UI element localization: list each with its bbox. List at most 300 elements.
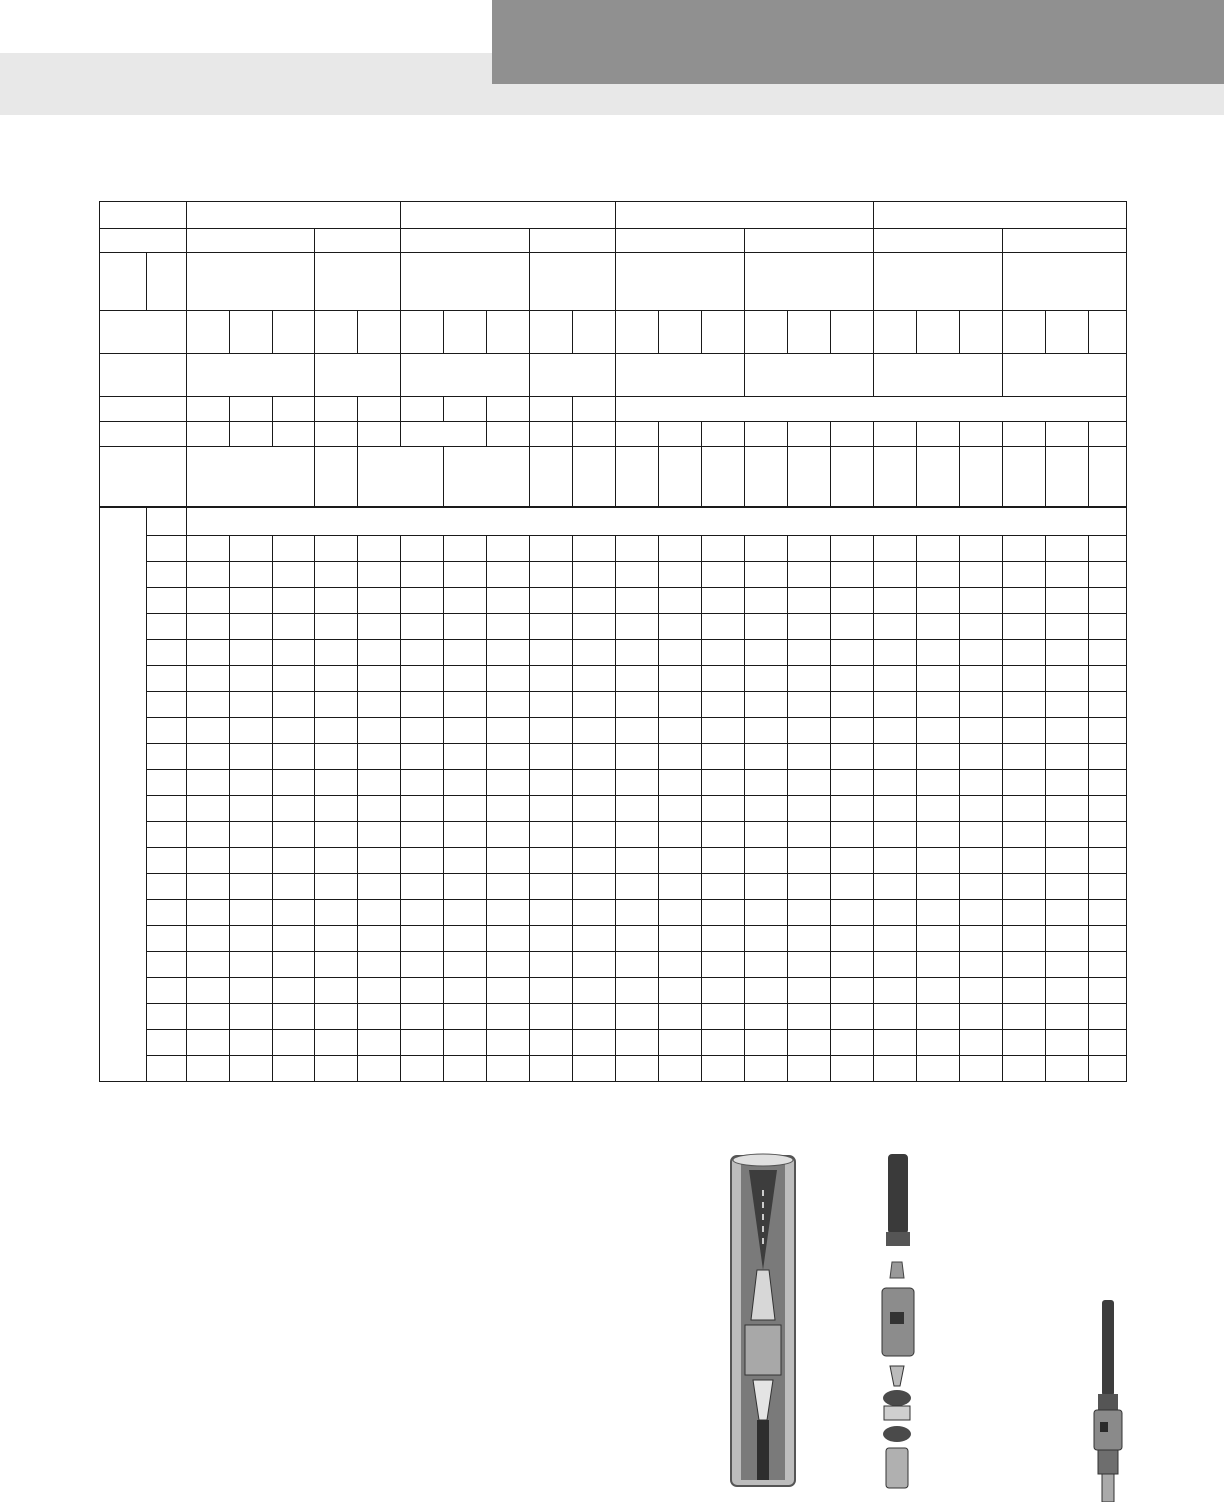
table-cell	[831, 1030, 874, 1056]
table-row	[100, 770, 1127, 796]
table-cell	[358, 640, 401, 666]
table-cell	[659, 796, 702, 822]
table-cell	[659, 1056, 702, 1082]
table-cell	[745, 692, 788, 718]
table-cell	[831, 588, 874, 614]
table-cell	[147, 562, 187, 588]
table-cell	[1046, 718, 1089, 744]
table-cell	[616, 796, 659, 822]
table-cell	[530, 1056, 573, 1082]
table-cell	[401, 614, 444, 640]
table-row	[100, 926, 1127, 952]
table-cell	[487, 1056, 530, 1082]
table-row	[100, 422, 1127, 447]
table-cell	[917, 952, 960, 978]
table-cell	[187, 874, 230, 900]
table-cell	[444, 640, 487, 666]
table-cell	[315, 692, 358, 718]
table-cell	[401, 744, 444, 770]
table-cell	[1046, 562, 1089, 588]
table-cell	[917, 614, 960, 640]
table-cell	[401, 536, 444, 562]
table-cell	[960, 614, 1003, 640]
table-cell	[960, 1030, 1003, 1056]
table-cell	[1003, 692, 1046, 718]
table-cell	[187, 1056, 230, 1082]
table-cell	[745, 614, 788, 640]
table-cell	[1046, 614, 1089, 640]
table-cell	[187, 744, 230, 770]
table-cell	[659, 562, 702, 588]
table-cell	[788, 640, 831, 666]
table-cell	[358, 1030, 401, 1056]
table-cell	[358, 796, 401, 822]
table-cell	[147, 978, 187, 1004]
table-cell	[1046, 952, 1089, 978]
table-cell	[659, 536, 702, 562]
table-cell	[358, 692, 401, 718]
table-cell	[530, 848, 573, 874]
table-cell	[401, 900, 444, 926]
table-cell	[401, 796, 444, 822]
table-cell	[917, 822, 960, 848]
table-cell	[315, 874, 358, 900]
table-cell	[831, 744, 874, 770]
table-cell	[530, 614, 573, 640]
table-cell	[444, 614, 487, 640]
table-cell	[745, 926, 788, 952]
table-cell	[659, 822, 702, 848]
table-cell	[358, 744, 401, 770]
table-cell	[831, 796, 874, 822]
table-cell	[702, 692, 745, 718]
table-cell	[1089, 640, 1127, 666]
table-cell	[788, 614, 831, 640]
table-cell	[487, 900, 530, 926]
table-cell	[702, 744, 745, 770]
table-cell	[444, 744, 487, 770]
table-cell	[960, 1004, 1003, 1030]
table-cell	[444, 536, 487, 562]
table-cell	[960, 536, 1003, 562]
table-cell	[147, 1004, 187, 1030]
table-cell	[1046, 1030, 1089, 1056]
table-cell	[702, 640, 745, 666]
table-cell	[358, 926, 401, 952]
table-cell	[444, 822, 487, 848]
table-cell	[147, 666, 187, 692]
table-cell	[487, 874, 530, 900]
table-cell	[745, 874, 788, 900]
table-cell	[1089, 900, 1127, 926]
table-cell	[315, 796, 358, 822]
table-cell	[315, 848, 358, 874]
table-cell	[315, 1004, 358, 1030]
table-cell	[659, 718, 702, 744]
table-cell	[702, 796, 745, 822]
table-cell	[917, 536, 960, 562]
table-cell	[745, 588, 788, 614]
table-cell	[616, 536, 659, 562]
table-cell	[616, 926, 659, 952]
table-cell	[1046, 744, 1089, 770]
table-cell	[187, 588, 230, 614]
table-cell	[147, 796, 187, 822]
table-cell	[874, 562, 917, 588]
table-cell	[1003, 614, 1046, 640]
table-cell	[315, 900, 358, 926]
table-cell	[745, 952, 788, 978]
table-cell	[358, 900, 401, 926]
table-cell	[1046, 666, 1089, 692]
table-cell	[273, 874, 315, 900]
table-cell	[1003, 874, 1046, 900]
table-cell	[230, 744, 273, 770]
table-cell	[960, 822, 1003, 848]
table-cell	[1046, 588, 1089, 614]
table-cell	[573, 614, 616, 640]
table-cell	[573, 978, 616, 1004]
table-cell	[187, 1004, 230, 1030]
table-cell	[960, 926, 1003, 952]
table-cell	[702, 1030, 745, 1056]
table-cell	[530, 952, 573, 978]
table-row	[100, 1056, 1127, 1082]
table-cell	[573, 640, 616, 666]
table-cell	[273, 978, 315, 1004]
table-cell	[616, 666, 659, 692]
table-cell	[874, 666, 917, 692]
table-cell	[230, 588, 273, 614]
table-cell	[187, 900, 230, 926]
table-cell	[530, 666, 573, 692]
table-cell	[573, 848, 616, 874]
table-cell	[273, 614, 315, 640]
table-cell	[1089, 1056, 1127, 1082]
table-cell	[1089, 796, 1127, 822]
spec-table-body	[100, 507, 1127, 1082]
table-cell	[745, 640, 788, 666]
table-cell	[745, 1056, 788, 1082]
table-cell	[702, 536, 745, 562]
table-cell	[874, 718, 917, 744]
table-cell	[147, 640, 187, 666]
table-cell	[960, 978, 1003, 1004]
table-cell	[616, 978, 659, 1004]
table-cell	[788, 926, 831, 952]
table-cell	[1089, 536, 1127, 562]
table-cell	[315, 718, 358, 744]
table-cell	[530, 718, 573, 744]
table-row	[100, 311, 1127, 354]
table-cell	[1089, 666, 1127, 692]
table-cell	[444, 848, 487, 874]
table-cell	[702, 1056, 745, 1082]
table-cell	[745, 744, 788, 770]
table-cell	[573, 952, 616, 978]
table-cell	[874, 770, 917, 796]
table-cell	[788, 588, 831, 614]
table-cell	[1003, 640, 1046, 666]
table-cell	[917, 796, 960, 822]
table-cell	[1089, 770, 1127, 796]
table-cell	[917, 1004, 960, 1030]
table-cell	[917, 718, 960, 744]
table-cell	[1046, 822, 1089, 848]
table-cell	[444, 588, 487, 614]
table-cell	[230, 1004, 273, 1030]
table-cell	[358, 536, 401, 562]
table-cell	[315, 562, 358, 588]
table-cell	[1003, 1004, 1046, 1030]
table-cell	[187, 978, 230, 1004]
table-row	[100, 640, 1127, 666]
table-cell	[702, 1004, 745, 1030]
table-cell	[874, 900, 917, 926]
table-cell	[315, 588, 358, 614]
table-cell	[659, 900, 702, 926]
table-cell	[530, 692, 573, 718]
table-cell	[358, 562, 401, 588]
table-cell	[616, 952, 659, 978]
table-cell	[187, 614, 230, 640]
table-cell	[230, 822, 273, 848]
table-cell	[874, 874, 917, 900]
table-cell	[1003, 900, 1046, 926]
table-cell	[401, 692, 444, 718]
table-cell	[659, 692, 702, 718]
table-cell	[702, 952, 745, 978]
table-cell	[487, 848, 530, 874]
table-cell	[1089, 848, 1127, 874]
table-cell	[1003, 744, 1046, 770]
table-cell	[1046, 692, 1089, 718]
table-cell	[702, 666, 745, 692]
table-cell	[1089, 978, 1127, 1004]
table-cell	[230, 1056, 273, 1082]
table-cell	[315, 770, 358, 796]
table-cell	[444, 796, 487, 822]
table-cell	[874, 692, 917, 718]
table-cell	[147, 536, 187, 562]
table-cell	[358, 978, 401, 1004]
table-cell	[315, 666, 358, 692]
table-cell	[831, 978, 874, 1004]
header-band-dark	[492, 0, 1224, 84]
table-row	[100, 874, 1127, 900]
table-cell	[702, 770, 745, 796]
table-cell	[831, 614, 874, 640]
table-cell	[358, 848, 401, 874]
table-cell	[315, 640, 358, 666]
table-cell	[659, 770, 702, 796]
table-cell	[831, 952, 874, 978]
table-cell	[573, 900, 616, 926]
table-cell	[573, 536, 616, 562]
table-cell	[874, 1030, 917, 1056]
table-cell	[487, 770, 530, 796]
table-cell	[230, 926, 273, 952]
table-cell	[273, 1004, 315, 1030]
table-cell	[960, 796, 1003, 822]
table-cell	[487, 952, 530, 978]
table-cell	[917, 900, 960, 926]
table-cell	[1003, 770, 1046, 796]
table-cell	[273, 744, 315, 770]
table-cell	[401, 1004, 444, 1030]
table-cell	[1046, 770, 1089, 796]
table-cell	[273, 822, 315, 848]
table-cell	[487, 640, 530, 666]
table-cell	[187, 718, 230, 744]
table-cell	[487, 536, 530, 562]
table-cell	[1003, 796, 1046, 822]
table-cell	[745, 978, 788, 1004]
table-cell	[874, 848, 917, 874]
table-cell	[788, 978, 831, 1004]
table-cell	[1046, 536, 1089, 562]
table-cell	[230, 900, 273, 926]
table-cell	[230, 640, 273, 666]
table-cell	[659, 1030, 702, 1056]
table-cell	[788, 536, 831, 562]
table-cell	[230, 796, 273, 822]
table-cell	[315, 744, 358, 770]
table-cell	[1003, 588, 1046, 614]
table-row	[100, 822, 1127, 848]
table-cell	[917, 770, 960, 796]
table-cell	[917, 1030, 960, 1056]
table-cell	[1046, 1056, 1089, 1082]
table-cell	[1046, 796, 1089, 822]
table-cell	[444, 952, 487, 978]
table-cell	[530, 822, 573, 848]
table-cell	[1003, 562, 1046, 588]
table-cell	[230, 614, 273, 640]
table-cell	[273, 666, 315, 692]
table-cell	[487, 1030, 530, 1056]
table-cell	[230, 978, 273, 1004]
table-cell	[530, 562, 573, 588]
table-cell	[745, 718, 788, 744]
table-cell	[874, 744, 917, 770]
table-row	[100, 952, 1127, 978]
table-cell	[573, 822, 616, 848]
table-cell	[358, 614, 401, 640]
table-cell	[659, 978, 702, 1004]
table-cell	[273, 640, 315, 666]
table-cell	[530, 588, 573, 614]
table-cell	[487, 744, 530, 770]
table-row	[100, 666, 1127, 692]
table-cell	[874, 1004, 917, 1030]
table-cell	[960, 1056, 1003, 1082]
table-cell	[831, 900, 874, 926]
table-cell	[187, 796, 230, 822]
table-cell	[1089, 614, 1127, 640]
table-row	[100, 562, 1127, 588]
table-cell	[960, 848, 1003, 874]
table-cell	[573, 744, 616, 770]
table-cell	[659, 952, 702, 978]
table-cell	[659, 1004, 702, 1030]
table-cell	[917, 848, 960, 874]
table-cell	[917, 1056, 960, 1082]
table-cell	[702, 614, 745, 640]
table-cell	[147, 770, 187, 796]
table-cell	[960, 666, 1003, 692]
table-cell	[616, 614, 659, 640]
table-cell	[273, 952, 315, 978]
table-cell	[616, 770, 659, 796]
jet-pump-exploded-parts-icon	[872, 1152, 922, 1492]
table-cell	[960, 718, 1003, 744]
table-cell	[616, 1004, 659, 1030]
table-cell	[960, 744, 1003, 770]
table-cell	[659, 614, 702, 640]
table-cell	[659, 926, 702, 952]
table-cell	[788, 692, 831, 718]
table-cell	[960, 692, 1003, 718]
table-row	[100, 397, 1127, 422]
table-cell	[147, 1056, 187, 1082]
table-cell	[147, 874, 187, 900]
table-cell	[1089, 1030, 1127, 1056]
table-cell	[147, 822, 187, 848]
table-cell	[187, 640, 230, 666]
table-cell	[444, 926, 487, 952]
table-cell	[616, 562, 659, 588]
table-cell	[960, 874, 1003, 900]
table-cell	[917, 666, 960, 692]
table-cell	[831, 1004, 874, 1030]
table-cell	[788, 770, 831, 796]
table-row	[100, 744, 1127, 770]
spec-table	[99, 201, 1127, 1082]
table-cell	[616, 874, 659, 900]
table-cell	[1046, 926, 1089, 952]
table-cell	[573, 692, 616, 718]
table-cell	[1046, 848, 1089, 874]
table-cell	[147, 744, 187, 770]
table-row	[100, 447, 1127, 507]
table-row	[100, 1030, 1127, 1056]
table-cell	[273, 718, 315, 744]
table-cell	[187, 822, 230, 848]
table-cell	[487, 588, 530, 614]
table-cell	[573, 796, 616, 822]
table-cell	[358, 1004, 401, 1030]
table-cell	[401, 666, 444, 692]
table-cell	[1089, 926, 1127, 952]
table-cell	[358, 952, 401, 978]
table-cell	[147, 848, 187, 874]
table-cell	[788, 666, 831, 692]
table-cell	[745, 770, 788, 796]
table-cell	[187, 770, 230, 796]
table-cell	[444, 562, 487, 588]
table-cell	[358, 718, 401, 744]
table-cell	[874, 796, 917, 822]
table-cell	[487, 666, 530, 692]
table-cell	[745, 562, 788, 588]
table-cell	[444, 978, 487, 1004]
table-cell	[315, 926, 358, 952]
table-row	[100, 900, 1127, 926]
table-cell	[573, 770, 616, 796]
table-cell	[273, 692, 315, 718]
table-cell	[702, 900, 745, 926]
